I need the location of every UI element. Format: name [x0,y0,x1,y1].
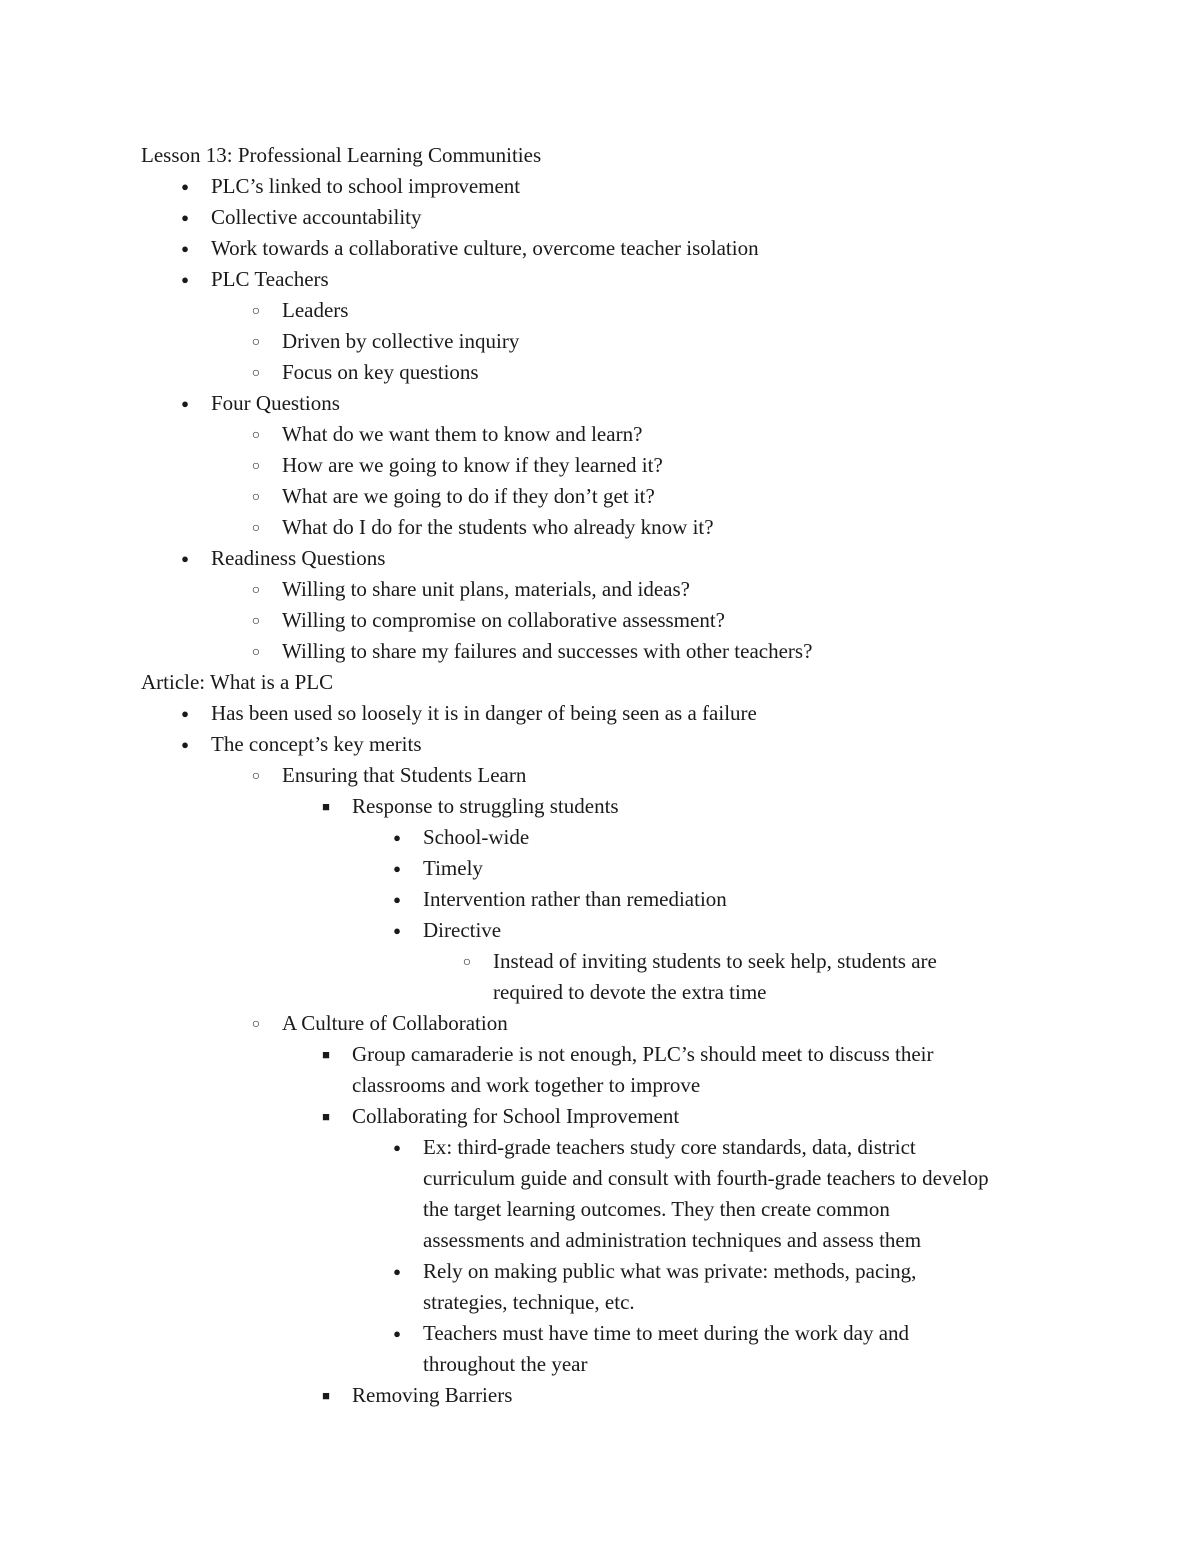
outline-text: Willing to compromise on collaborative assessment? [282,608,725,632]
outline-item [0,1101,1200,1132]
outline-text: strategies, technique, etc. [423,1290,635,1314]
outline-item [0,295,1200,326]
outline-text: Intervention rather than remediation [423,887,727,911]
circle-bullet-icon [246,481,266,513]
outline-item [0,512,1200,543]
circle-bullet-icon [246,450,266,482]
outline-text: Driven by collective inquiry [282,329,520,353]
outline-text: the target learning outcomes. They then create common [423,1197,890,1221]
outline-item [0,791,1200,822]
outline-text: Lesson 13: Professional Learning Communities [141,143,542,167]
outline-text: Ex: third-grade teachers study core standards, data, district [423,1135,916,1159]
disc-bullet-icon [175,388,195,419]
outline-text: Ensuring that Students Learn [282,763,527,787]
outline-item [0,419,1200,450]
document-page [0,140,1200,1411]
outline-text: What are we going to do if they don’t get it? [282,484,655,508]
outline-text: Focus on key questions [282,360,479,384]
outline-item [0,636,1200,667]
circle-bullet-icon [457,946,477,978]
outline-item [0,202,1200,233]
circle-bullet-icon [246,574,266,606]
outline-text: Timely [423,856,483,880]
outline-item [0,1380,1200,1411]
outline-item [0,574,1200,605]
circle-bullet-icon [246,326,266,358]
section-heading [0,667,1200,698]
outline-item [0,1287,1200,1318]
square-bullet-icon [316,791,336,822]
outline-text: PLC Teachers [211,267,329,291]
outline-text: How are we going to know if they learned it? [282,453,663,477]
outline-item [0,481,1200,512]
outline-text: Article: What is a PLC [141,670,334,694]
outline-text: Readiness Questions [211,546,386,570]
outline-item [0,1225,1200,1256]
circle-bullet-icon [246,357,266,389]
disc-bullet-icon [175,202,195,233]
outline-text: assessments and administration techniques and assess them [423,1228,922,1252]
outline-item [0,1008,1200,1039]
outline-item [0,605,1200,636]
outline-text: classrooms and work together to improve [352,1073,701,1097]
outline-item [0,915,1200,946]
outline-item [0,822,1200,853]
circle-bullet-icon [246,512,266,544]
outline-text: Response to struggling students [352,794,619,818]
outline-item [0,233,1200,264]
outline-text: Willing to share unit plans, materials, and ideas? [282,577,690,601]
outline-item [0,729,1200,760]
outline-item [0,1349,1200,1380]
disc-bullet-icon [387,1256,407,1287]
outline-text: Group camaraderie is not enough, PLC’s should meet to discuss their [352,1042,934,1066]
outline-text: Instead of inviting students to seek help, students are [493,949,937,973]
outline-item [0,1163,1200,1194]
circle-bullet-icon [246,419,266,451]
circle-bullet-icon [246,1008,266,1040]
outline-text: Directive [423,918,502,942]
outline-text: Leaders [282,298,349,322]
disc-bullet-icon [175,729,195,760]
circle-bullet-icon [246,295,266,327]
outline-item [0,450,1200,481]
outline-item [0,326,1200,357]
outline-item [0,760,1200,791]
outline-text: PLC’s linked to school improvement [211,174,521,198]
outline-text: throughout the year [423,1352,588,1376]
disc-bullet-icon [175,543,195,574]
disc-bullet-icon [387,822,407,853]
outline-item [0,884,1200,915]
disc-bullet-icon [175,264,195,295]
disc-bullet-icon [387,1318,407,1349]
outline-text: What do I do for the students who already know it? [282,515,714,539]
outline-item [0,946,1200,977]
outline-item [0,698,1200,729]
circle-bullet-icon [246,760,266,792]
outline-item [0,1256,1200,1287]
disc-bullet-icon [387,853,407,884]
outline-item [0,357,1200,388]
outline-item [0,1194,1200,1225]
outline-text: curriculum guide and consult with fourth-grade teachers to develop [423,1166,989,1190]
outline-text: What do we want them to know and learn? [282,422,643,446]
outline-text: Rely on making public what was private: methods, pacing, [423,1259,917,1283]
disc-bullet-icon [175,698,195,729]
outline-text: Has been used so loosely it is in danger of being seen as a failure [211,701,757,725]
outline-text: Work towards a collaborative culture, overcome teacher isolation [211,236,759,260]
outline-text: The concept’s key merits [211,732,422,756]
outline-text: Teachers must have time to meet during the work day and [423,1321,910,1345]
circle-bullet-icon [246,636,266,668]
disc-bullet-icon [175,171,195,202]
square-bullet-icon [316,1039,336,1070]
outline-item [0,1318,1200,1349]
disc-bullet-icon [387,884,407,915]
disc-bullet-icon [387,1132,407,1163]
outline-item [0,171,1200,202]
outline-text: Collaborating for School Improvement [352,1104,680,1128]
outline-text: Four Questions [211,391,340,415]
outline-item [0,1039,1200,1070]
square-bullet-icon [316,1380,336,1411]
outline-item [0,1132,1200,1163]
disc-bullet-icon [175,233,195,264]
outline-item [0,543,1200,574]
disc-bullet-icon [387,915,407,946]
circle-bullet-icon [246,605,266,637]
outline-text: Collective accountability [211,205,422,229]
outline-item [0,388,1200,419]
outline-text: School-wide [423,825,530,849]
outline-text: A Culture of Collaboration [282,1011,508,1035]
outline-item [0,1070,1200,1101]
square-bullet-icon [316,1101,336,1132]
outline-text: required to devote the extra time [493,980,767,1004]
outline-item [0,977,1200,1008]
outline-item [0,853,1200,884]
outline-item [0,264,1200,295]
outline-text: Willing to share my failures and successes with other teachers? [282,639,813,663]
section-heading [0,140,1200,171]
outline-text: Removing Barriers [352,1383,513,1407]
